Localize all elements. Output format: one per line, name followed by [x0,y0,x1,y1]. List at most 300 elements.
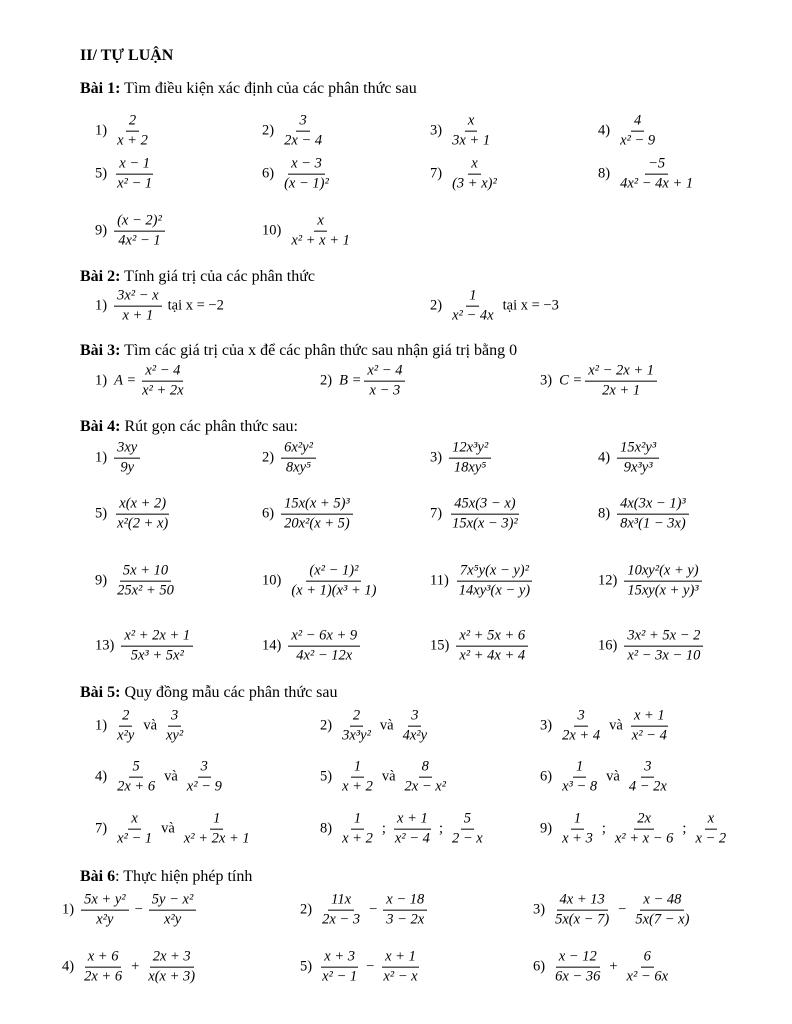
fraction [181,810,253,849]
item-number: 1) [95,297,108,314]
connector-text: tại x = −3 [502,297,559,314]
section-label: Bài 4: [80,418,121,435]
numerator: 2x + 3 [150,948,194,968]
numerator: 2 [119,707,132,727]
fraction [552,948,603,987]
exercise-item [430,155,500,194]
denominator: 4x² − 1 [118,232,161,249]
item-number: 2) [430,297,443,314]
page-heading: II/ TỰ LUẬN [80,47,174,64]
numerator: −5 [645,155,668,175]
denominator: x² − 1 [322,968,358,985]
fraction [81,891,129,930]
numerator: 1 [351,810,364,830]
denominator: 2x + 6 [117,778,156,795]
numerator: x² + 2x + 1 [121,627,193,647]
exercise-item [95,287,230,326]
denominator: x + 2 [342,830,373,847]
section-instruction: Tìm điều kiện xác định của các phân thức sau [120,80,417,97]
item-number: 7) [430,505,443,522]
exercise-item [598,562,702,601]
fraction [400,707,430,746]
numerator: 1 [571,810,584,830]
connector-text: ; [682,820,687,837]
item-number: 6) [540,768,553,785]
connector-text: − [369,901,378,918]
fraction [288,562,379,601]
numerator: 3x² − x [114,287,162,307]
exercise-item [540,707,670,746]
exercise-item [320,810,486,849]
denominator: x²(2 + x) [117,515,169,532]
exercise-item [262,627,360,666]
exercise-item [598,495,689,534]
section-instruction: Quy đồng mẫu các phân thức sau [120,684,338,701]
numerator: x + 1 [382,948,419,968]
numerator: 11x [328,891,354,911]
exercise-item [262,562,379,601]
item-number: 4) [62,958,75,975]
denominator: 2x + 1 [602,382,641,399]
exercise-item [95,362,187,401]
fraction [281,155,332,194]
numerator: (x − 2)² [114,212,165,232]
numerator: x [705,810,717,830]
fraction [288,627,360,666]
fraction [449,112,493,151]
exercise-item [95,212,165,251]
connector-text: và [143,717,157,734]
section-instruction: Rút gọn các phân thức sau: [120,418,298,435]
numerator: x + 3 [321,948,358,968]
item-number: 9) [540,820,553,837]
fraction [121,627,193,666]
numerator: 6x²y² [281,439,316,459]
numerator: 5x + 10 [120,562,171,582]
exercise-item [430,112,493,151]
fraction-name: C = [559,372,583,389]
fraction [456,562,533,601]
numerator: 15x²y³ [617,439,659,459]
fraction [617,112,658,151]
numerator: x + 1 [631,707,668,727]
item-number: 5) [95,165,108,182]
denominator: x² + 2x + 1 [183,830,250,847]
numerator: x(x + 2) [116,495,169,515]
fraction [692,810,729,849]
fraction [624,627,703,666]
numerator: x [314,212,326,232]
denominator: 6x − 36 [555,968,601,985]
item-number: 2) [262,449,275,466]
numerator: x [128,810,140,830]
denominator: (x + 1)(x³ + 1) [291,582,377,599]
numerator: 1 [466,287,479,307]
section-instruction: : Thực hiện phép tính [115,868,253,885]
fraction [456,627,528,666]
item-number: 7) [95,820,108,837]
item-number: 10) [262,572,282,589]
item-number: 8) [598,505,611,522]
denominator: x² − 4x [452,307,494,324]
numerator: x + 6 [85,948,122,968]
connector-text: ; [438,820,443,837]
section-label: Bài 3: [80,342,121,359]
item-number: 3) [430,449,443,466]
denominator: 9x³y³ [623,459,653,476]
fraction-name: A = [114,372,137,389]
connector-text: + [609,958,618,975]
numerator: 7x⁵y(x − y)² [457,562,532,582]
item-number: 1) [95,449,108,466]
item-number: 6) [262,165,275,182]
denominator: x² − 4 [631,727,667,744]
denominator: 15xy(x + y)³ [627,582,699,599]
denominator: x²y [163,911,182,928]
item-number: 14) [262,637,282,654]
numerator: x [468,155,480,175]
fraction [559,810,596,849]
fraction [449,810,486,849]
denominator: x³ − 8 [562,778,598,795]
denominator: 2 − x [451,830,483,847]
exercise-item [262,155,332,194]
fraction [449,439,491,478]
numerator: 15x(x + 5)³ [281,495,353,515]
denominator: x² + x − 6 [614,830,674,847]
item-number: 2) [262,122,275,139]
exercise-item [533,891,692,930]
item-number: 1) [62,901,75,918]
numerator: 5 [461,810,474,830]
item-number: 7) [430,165,443,182]
exercise-item [598,439,659,478]
fraction [319,948,360,987]
numerator: 3 [408,707,421,727]
denominator: 4x² − 4x + 1 [620,175,694,192]
numerator: x + 1 [394,810,431,830]
numerator: 10xy²(x + y) [624,562,701,582]
denominator: 9y [120,459,134,476]
connector-text: ; [381,820,386,837]
fraction [163,707,186,746]
denominator: xy² [166,727,184,744]
denominator: x² − 9 [186,778,222,795]
numerator: 5x + y² [81,891,129,911]
denominator: 4 − 2x [628,778,667,795]
numerator: 4x + 13 [557,891,608,911]
numerator: x² − 6x + 9 [288,627,360,647]
denominator: x²y [96,911,114,928]
fraction [449,495,521,534]
fraction [114,287,162,326]
item-number: 9) [95,222,108,239]
fraction [319,891,363,930]
denominator: 4x²y [402,727,428,744]
denominator: 3x³y² [342,727,371,744]
section-label: Bài 2: [80,268,121,285]
section-title-2 [80,268,315,286]
exercise-item [95,627,193,666]
numerator: 3 [198,758,211,778]
denominator: x² + x + 1 [291,232,350,249]
fraction [114,155,155,194]
connector-text: và [164,768,178,785]
exercise-item [598,627,703,666]
numerator: 1 [573,758,586,778]
item-number: 4) [598,449,611,466]
numerator: 6 [641,948,654,968]
item-number: 3) [540,717,553,734]
section-instruction: Tìm các giá trị của x để các phân thức sau nhận giá trị bằng 0 [120,342,518,359]
fraction [281,112,325,151]
fraction [114,707,137,746]
denominator: x² − 9 [620,132,656,149]
connector-text: và [379,717,394,734]
fraction [288,212,353,251]
exercise-item [320,707,430,746]
item-number: 16) [598,637,618,654]
item-number: 4) [95,768,108,785]
fraction [624,562,701,601]
fraction [380,948,420,987]
fraction [114,212,165,251]
numerator: 5y − x² [149,891,197,911]
item-number: 4) [598,122,611,139]
denominator: x² − 1 [117,830,153,847]
item-number: 5) [320,768,333,785]
exercise-item [540,758,670,797]
numerator: 3 [168,707,181,727]
denominator: 2x + 6 [84,968,123,985]
fraction [617,495,689,534]
denominator: 8x³(1 − 3x) [620,515,686,532]
connector-text: − [134,901,143,918]
fraction [114,439,140,478]
denominator: 5x³ + 5x² [130,647,184,664]
numerator: 1 [210,810,223,830]
denominator: 4x² − 12x [296,647,353,664]
section-label: Bài 6 [80,868,116,885]
denominator: x² − 1 [117,175,153,192]
denominator: 2x − x² [404,778,447,795]
denominator: x² + 2x [142,382,184,399]
denominator: 5x(7 − x) [635,911,690,928]
denominator: 2x − 4 [284,132,323,149]
item-number: 5) [300,958,313,975]
item-number: 15) [430,637,450,654]
section-title-6 [80,868,252,886]
denominator: 8xy⁵ [285,459,312,476]
connector-text: + [131,958,140,975]
fraction [364,362,405,401]
item-number: 9) [95,572,108,589]
item-number: 6) [533,958,546,975]
item-number: 2) [320,372,333,389]
exercise-item [95,707,186,746]
numerator: 3 [574,707,587,727]
denominator: x + 2 [117,132,148,149]
fraction [184,758,225,797]
exercise-item [598,112,658,151]
denominator: x²y [117,727,135,744]
numerator: x − 3 [288,155,325,175]
exercise-item [320,758,449,797]
item-number: 1) [95,372,108,389]
fraction [559,758,600,797]
exercise-item [430,627,528,666]
denominator: 2x − 3 [322,911,361,928]
fraction [383,891,427,930]
exercise-item [262,212,353,251]
denominator: x² − x [383,968,418,985]
fraction [449,155,500,194]
section-title-3 [80,342,517,360]
connector-text: và [609,717,623,734]
denominator: 14xy³(x − y) [458,582,531,599]
section-title-5 [80,684,338,702]
numerator: 2 [350,707,363,727]
fraction [114,562,177,601]
numerator: x² − 4 [142,362,183,382]
fraction [149,891,197,930]
fraction [114,495,171,534]
numerator: x² + 5x + 6 [456,627,528,647]
fraction [626,758,670,797]
fraction [114,810,155,849]
numerator: 5 [129,758,142,778]
numerator: 4 [631,112,644,132]
exercise-item [95,112,151,151]
fraction [81,948,125,987]
denominator: x² − 3x − 10 [627,647,701,664]
denominator: x(x + 3) [148,968,196,985]
denominator: x + 2 [342,778,373,795]
denominator: x − 3 [369,382,401,399]
numerator: x − 1 [116,155,153,175]
numerator: 3 [641,758,654,778]
exercise-item [262,439,316,478]
fraction [392,810,433,849]
numerator: x − 12 [556,948,600,968]
fraction [449,287,497,326]
fraction [552,891,612,930]
fraction [139,362,187,401]
item-number: 2) [320,717,333,734]
exercise-item [533,948,671,987]
item-number: 10) [262,222,282,239]
section-label: Bài 5: [80,684,121,701]
item-number: 6) [262,505,275,522]
exercise-item [430,287,565,326]
denominator: 25x² + 50 [117,582,174,599]
exercise-item [300,891,427,930]
numerator: 4x(3x − 1)³ [617,495,689,515]
denominator: 5x(x − 7) [555,911,610,928]
item-number: 11) [430,572,449,589]
exercise-item [262,112,325,151]
item-number: 13) [95,637,115,654]
item-number: 5) [95,505,108,522]
exercise-item [62,948,198,987]
exercise-item [95,562,177,601]
exercise-item [95,810,253,849]
fraction [339,810,376,849]
connector-text: − [618,901,627,918]
connector-text: ; [601,820,606,837]
exercise-item [430,562,533,601]
exercise-item [95,495,171,534]
connector-text: và [381,768,396,785]
denominator: (x − 1)² [284,175,329,192]
exercise-item [300,948,421,987]
exercise-item [320,362,405,401]
item-number: 8) [320,820,333,837]
denominator: x² − 6x [626,968,669,985]
numerator: 3xy [114,439,140,459]
numerator: x − 48 [640,891,684,911]
fraction [624,948,672,987]
numerator: x − 18 [383,891,427,911]
fraction [632,891,692,930]
exercise-item [598,155,696,194]
denominator: x² + 4x + 4 [459,647,526,664]
item-number: 1) [95,717,108,734]
numerator: 2 [126,112,139,132]
fraction [339,758,376,797]
denominator: 18xy⁵ [453,459,487,476]
connector-text: và [161,820,175,837]
connector-text: tại x = −2 [167,297,224,314]
exercise-item [430,439,491,478]
numerator: 2x [634,810,654,830]
exercise-item [540,810,729,849]
section-instruction: Tính giá trị của các phân thức [120,268,315,285]
fraction [114,758,158,797]
numerator: x² − 4 [364,362,405,382]
fraction [617,439,659,478]
numerator: 8 [419,758,432,778]
denominator: 3 − 2x [386,911,425,928]
fraction [339,707,374,746]
section-label: Bài 1: [80,80,121,97]
fraction [617,155,696,194]
exercise-item [540,362,657,401]
denominator: x² − 4 [394,830,430,847]
denominator: x + 3 [562,830,593,847]
exercise-item [430,495,521,534]
numerator: 3 [296,112,309,132]
fraction [145,948,198,987]
section-title-4 [80,418,298,436]
denominator: x − 2 [695,830,727,847]
fraction [559,707,603,746]
fraction-name: B = [339,372,362,389]
numerator: 45x(3 − x) [451,495,518,515]
fraction [629,707,670,746]
connector-text: và [606,768,620,785]
exercise-item [95,155,155,194]
item-number: 8) [598,165,611,182]
numerator: (x² − 1)² [306,562,361,582]
fraction [402,758,450,797]
exercise-item [262,495,353,534]
exercise-item [95,439,140,478]
fraction [114,112,151,151]
fraction [612,810,677,849]
item-number: 12) [598,572,618,589]
item-number: 1) [95,122,108,139]
